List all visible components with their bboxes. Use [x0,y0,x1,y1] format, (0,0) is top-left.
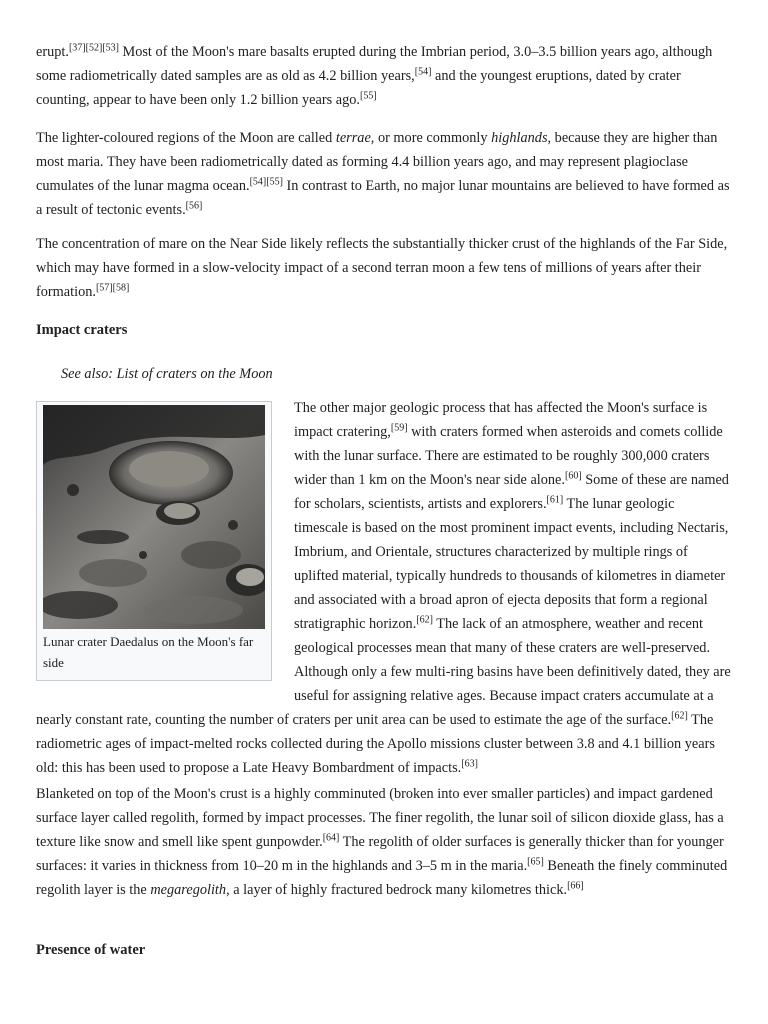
paragraph-impact-cratering [36,396,732,780]
text: , because they are higher than most maria. They have been radiometrically dated as forming 4.4 billion years ago, and may represent plagioclase cumulates of the lunar magma ocean. [36,130,718,194]
text: The lighter-coloured regions of the Moon are called [36,130,336,146]
section-heading-impact-craters: Impact craters [36,322,128,338]
crater-photo[interactable] [43,405,265,629]
term-megaregolith: megaregolith [150,882,227,898]
see-also-hatnote[interactable]: See also: List of craters on the Moon [61,366,273,382]
text: In contrast to Earth, no major lunar mountains are believed to have formed as a result of tectonic events. [36,178,730,218]
text: The concentration of mare on the Near Side likely reflects the substantially thicker crust of the highlands of the Far Side, which may have formed in a slow-velocity impact of a second terran moon a few tens of millions of years after their formation. [36,236,728,300]
citation-link[interactable]: [37][52][53] [68,42,119,54]
text: The other major geologic process that has affected the Moon's surface is impact cratering, [294,400,708,440]
citation-link[interactable]: [62] [416,614,433,626]
citation-link[interactable]: [65] [527,856,544,868]
text: The regolith of older surfaces is generally thicker than for younger surfaces: it varies in thickness from 10–20 m in the highlands and 3–5 m in the maria. [36,834,724,874]
text: erupt. [36,44,69,60]
text: Some of these are named for scholars, scientists, artists and explorers. [294,472,729,512]
section-heading-presence-of-water: Presence of water [36,942,146,958]
text: Most of the Moon's mare basalts erupted during the Imbrian period, 3.0–3.5 billion years ago, although some radiometrically dated samples are as old as 4.2 billion years, [36,44,713,84]
text: The lunar geologic timescale is based on the most prominent impact events, including Nectaris, Imbrium, and Orientale, structures characterized by multiple rings of uplifted material, typically hundreds to thousands of kilometres in diameter and associated with a broad apron of ejecta deposits that form a regional stratigraphic horizon. [294,496,729,632]
citation-link[interactable]: [57][58] [95,282,130,294]
citation-link[interactable]: [55] [359,90,377,102]
paragraph-regolith [36,782,732,902]
paragraph-near-side [36,232,732,304]
text: Beneath the finely comminuted regolith layer is the [36,858,728,898]
citation-link[interactable]: [64] [322,832,340,844]
citation-link[interactable]: [60] [564,470,582,482]
text: with craters formed when asteroids and comets collide with the lunar surface. There are estimated to be roughly 300,000 craters wider than 1 km on the Moon's near side alone. [294,424,723,488]
text: , a layer of highly fractured bedrock many kilometres thick. [226,882,568,898]
text: The lack of an atmosphere, weather and recent geological processes mean that many of these craters are well-preserved. Although only a few multi-ring basins have been definitively dated, they are useful for assigning relative ages. Because impact craters accumulate at a nearly constant rate, counting the number of craters per unit area can be used to estimate the age of the surface. [36,616,731,728]
figure-daedalus-crater [36,401,272,681]
citation-link[interactable]: [59] [390,422,408,434]
text: Blanketed on top of the Moon's crust is a highly comminuted (broken into ever smaller particles) and impact gardened surface layer called regolith, formed by impact processes. The finer regolith, the lunar soil of silicon dioxide glass, has a texture like snow and smell like spent gunpowder. [36,786,724,850]
citation-link[interactable]: [63] [461,758,478,770]
citation-link[interactable]: [56] [185,200,203,212]
citation-link[interactable]: [54] [414,66,432,78]
citation-link[interactable]: [54][55] [249,176,283,188]
text: The radiometric ages of impact-melted rocks collected during the Apollo missions cluster between 3.8 and 4.1 billion years old: this has been used to propose a Late Heavy Bombardment of impacts. [36,712,715,776]
paragraph-mare-basalts [36,40,732,112]
paragraph-highlands [36,126,732,222]
citation-link[interactable]: [66] [567,880,584,892]
term-terrae: terrae [335,130,371,146]
text: and the youngest eruptions, dated by crater counting, appear to have been only 1.2 billion years ago. [36,68,681,108]
citation-link[interactable]: [62] [671,710,688,722]
term-highlands: highlands [491,130,548,146]
citation-link[interactable]: [61] [546,494,564,506]
text: , or more commonly [370,130,492,146]
figure-caption: Lunar crater Daedalus on the Moon's far side [43,634,254,670]
